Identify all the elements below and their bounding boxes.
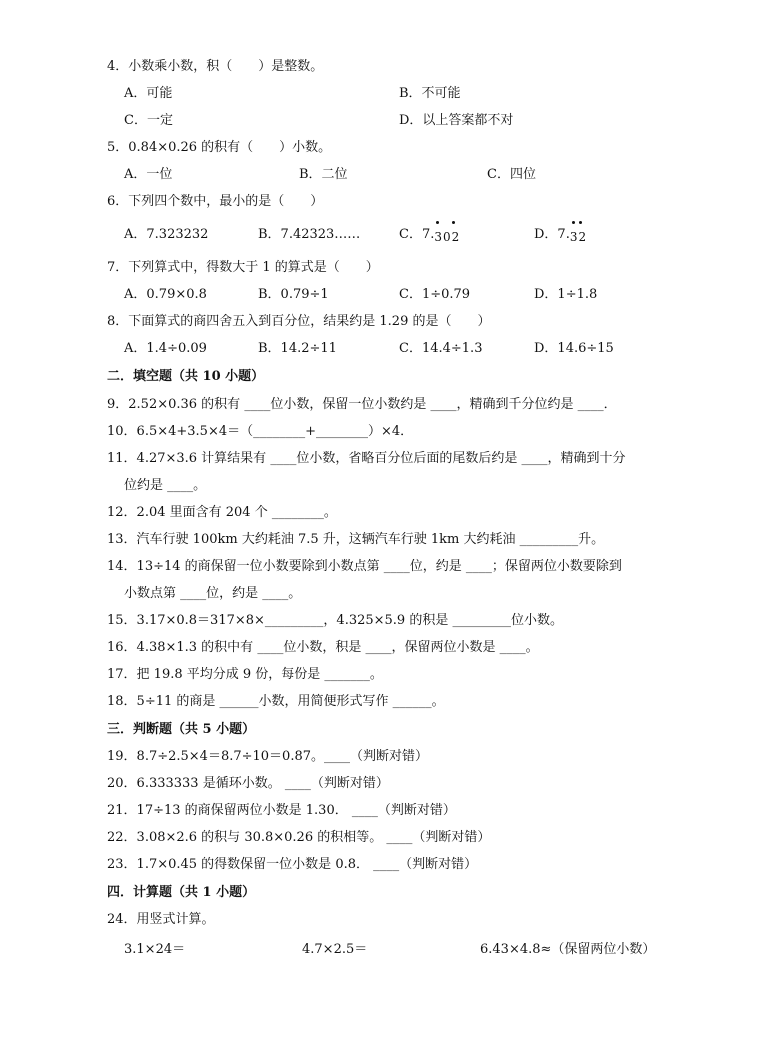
q6-option-d-prefix: D．7.	[534, 227, 570, 242]
section-calculation-heading: 四．计算题（共 1 小题）	[107, 885, 256, 900]
question-8: 8．下面算式的商四舍五入到百分位，结果约是 1.29 的是（ ）	[107, 314, 491, 329]
question-22: 22．3.08×2.6 的积与 30.8×0.26 的积相等。 ____（判断对错）	[107, 830, 491, 845]
q5-option-b: B．二位	[299, 167, 348, 182]
q6-option-c-digits: 302	[434, 230, 461, 244]
q4-option-c: C．一定	[124, 113, 173, 128]
q8-option-c: C．14.4÷1.3	[399, 341, 483, 356]
q7-option-a: A．0.79×0.8	[124, 287, 207, 302]
question-11-line-2: 位约是 ____。	[124, 478, 207, 493]
question-17: 17．把 19.8 平均分成 9 份，每份是 _______。	[107, 667, 383, 682]
question-11-line-1: 11．4.27×3.6 计算结果有 ____位小数，省略百分位后面的尾数后约是 ____，精确到十分	[107, 451, 626, 466]
question-16: 16．4.38×1.3 的积中有 ____位小数，积是 ____，保留两位小数是 ____。	[107, 640, 539, 655]
question-23: 23．1.7×0.45 的得数保留一位小数是 0.8． ____（判断对错）	[107, 857, 478, 872]
q24-expression-3: 6.43×4.8≈（保留两位小数）	[480, 942, 656, 957]
question-21: 21．17÷13 的商保留两位小数是 1.30． ____（判断对错）	[107, 803, 456, 818]
question-7: 7．下列算式中，得数大于 1 的算式是（ ）	[107, 260, 379, 275]
question-13: 13．汽车行驶 100km 大约耗油 7.5 升，这辆汽车行驶 1km 大约耗油 _________升。	[107, 532, 605, 547]
q6-option-d	[534, 226, 587, 246]
q5-option-c: C．四位	[487, 167, 536, 182]
q6-option-b: B．7.42323……	[258, 227, 361, 242]
question-20: 20．6.333333 是循环小数。 ____（判断对错）	[107, 776, 389, 791]
question-24: 24．用竖式计算。	[107, 912, 215, 927]
q6-option-c	[399, 226, 460, 246]
repeat-dot-icon	[572, 221, 575, 224]
q7-option-c: C．1÷0.79	[399, 287, 471, 302]
question-5: 5．0.84×0.26 的积有（ ）小数。	[107, 140, 332, 155]
q4-option-b: B．不可能	[399, 86, 461, 101]
q5-option-a: A．一位	[124, 167, 173, 182]
question-12: 12．2.04 里面含有 204 个 ________。	[107, 505, 337, 520]
section-true-false-heading: 三．判断题（共 5 小题）	[107, 722, 256, 737]
q24-expression-1: 3.1×24＝	[124, 942, 186, 957]
q8-option-d: D．14.6÷15	[534, 341, 614, 356]
question-14-line-2: 小数点第 ____位，约是 ____。	[124, 586, 302, 601]
q6-option-c-prefix: C．7.	[399, 227, 435, 242]
question-18: 18．5÷11 的商是 ______小数，用简便形式写作 ______。	[107, 694, 445, 709]
q7-option-b: B．0.79÷1	[258, 287, 329, 302]
repeat-dot-icon	[579, 221, 582, 224]
repeat-dot-icon	[452, 221, 455, 224]
q8-option-b: B．14.2÷11	[258, 341, 337, 356]
q6-option-d-repeating-digits	[570, 228, 587, 246]
q6-option-a: A．7.323232	[124, 227, 209, 242]
q4-option-d: D．以上答案都不对	[399, 113, 514, 128]
question-4: 4．小数乘小数，积（ ）是整数。	[107, 59, 324, 74]
repeat-dot-icon	[436, 221, 439, 224]
q6-option-c-repeating-digits	[434, 228, 460, 246]
q8-option-a: A．1.4÷0.09	[124, 341, 207, 356]
q24-expression-2: 4.7×2.5＝	[302, 942, 368, 957]
q7-option-d: D．1÷1.8	[534, 287, 598, 302]
question-9: 9．2.52×0.36 的积有 ____位小数，保留一位小数约是 ____，精确到千分位约是 ____．	[107, 397, 617, 412]
question-6: 6．下列四个数中，最小的是（ ）	[107, 194, 324, 209]
section-fill-in-heading: 二．填空题（共 10 小题）	[107, 369, 265, 384]
question-14-line-1: 14．13÷14 的商保留一位小数要除到小数点第 ____位，约是 ____；保留两位小数要除到	[107, 559, 622, 574]
question-15: 15．3.17×0.8＝317×8×_________，4.325×5.9 的积是 _________位小数。	[107, 613, 563, 628]
question-19: 19．8.7÷2.5×4＝8.7÷10＝0.87。____（判断对错）	[107, 749, 429, 764]
q4-option-a: A．可能	[124, 86, 173, 101]
q6-option-d-digits: 32	[569, 230, 588, 244]
question-10: 10．6.5×4+3.5×4＝（________+________）×4．	[107, 424, 414, 439]
